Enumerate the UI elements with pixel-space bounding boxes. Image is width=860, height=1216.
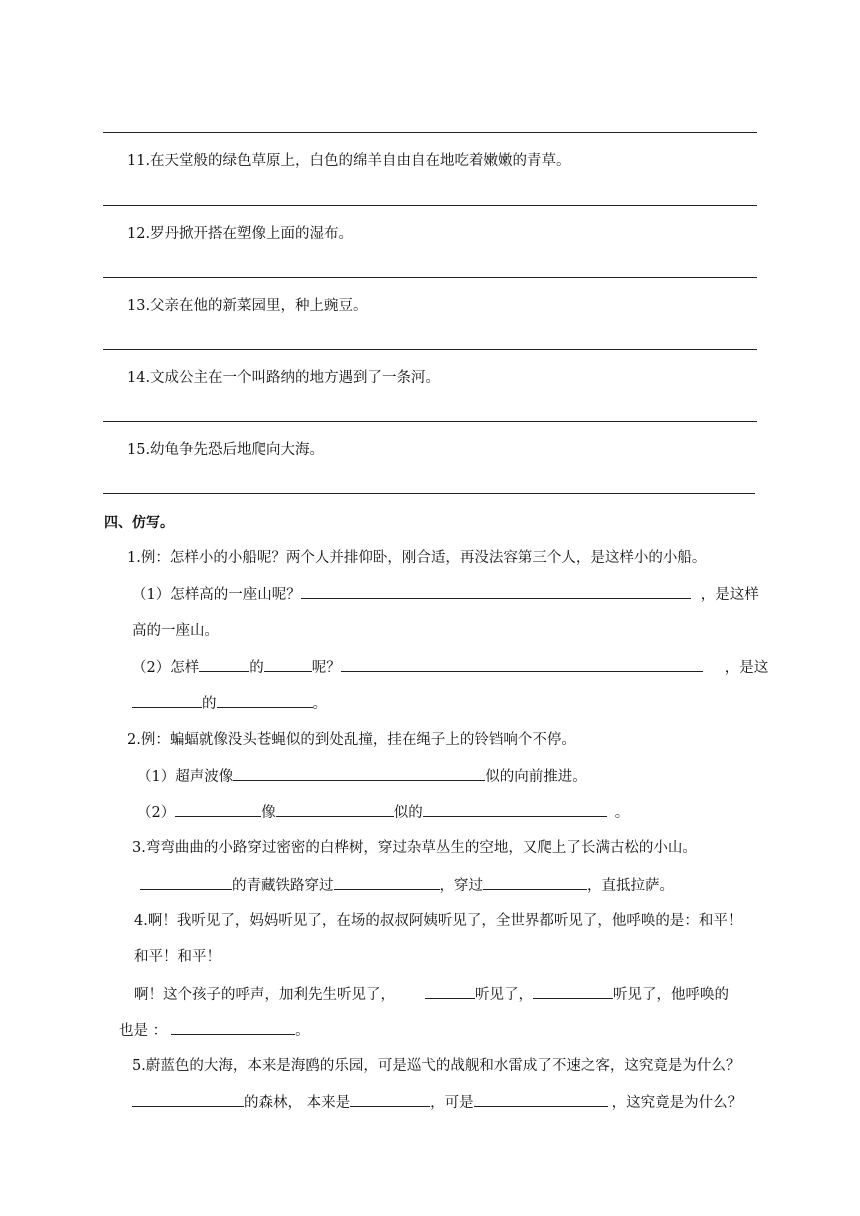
sentence-12: 12.罗丹掀开搭在塑像上面的湿布。 [127,226,354,242]
q2-example: 2.例：蝙蝠就像没头苍蝇似的到处乱撞，挂在绳子上的铃铛响个不停。 [127,732,576,748]
q4-example-line1: 4.啊！我听见了，妈妈听见了，在场的叔叔阿姨听见了，全世界都听见了，他呼唤的是：和平！ [134,913,743,929]
q1-p2-e: 的 [202,696,217,712]
fill-blank[interactable] [423,802,607,817]
fill-blank[interactable] [334,875,440,890]
answer-line [103,421,757,422]
q2-p1-a: （1）超声波像 [137,769,234,785]
sentence-11: 11.在天堂般的绿色草原上，白色的绵羊自由自在地吃着嫩嫩的青草。 [127,153,571,169]
q1-part2-cont [132,693,327,714]
q1-part1-start: （1）怎样高的一座山呢？ [132,587,301,603]
q1-part1-cont: 高的一座山。 [132,623,219,639]
q1-example: 1.例：怎样小的小船呢？两个人并排仰卧，刚合适，再没法容第三个人，是这样小的小船。 [127,550,707,566]
fill-blank[interactable] [199,657,249,672]
q1-part1-end: ，是这样 [700,587,759,603]
fill-blank[interactable] [276,802,394,817]
fill-blank[interactable] [483,875,587,890]
q3-part [140,875,674,896]
q4-p-b: 听见了， [475,987,533,1003]
fill-blank[interactable] [217,693,313,708]
q2-p2-b: 像 [261,805,276,821]
fill-blank[interactable] [301,584,691,599]
q1-p2-b: 的 [249,660,264,676]
sentence-15: 15.幼龟争先恐后地爬向大海。 [127,442,325,458]
q4-part-cont [119,1020,310,1041]
q4-p-d: 也是 ： [119,1023,168,1039]
q3-p-b: ，穿过 [439,878,483,894]
q2-p2-d: 。 [614,805,630,821]
q2-p2-c: 似的 [393,805,423,821]
fill-blank[interactable] [474,1092,608,1107]
fill-blank[interactable] [350,1092,430,1107]
q1-p2-d: ，是这 [724,660,769,676]
answer-line [103,349,757,350]
fill-blank[interactable] [341,657,703,672]
q1-part1 [132,584,759,605]
q4-example-line2: 和平！和平！ [134,949,221,965]
q2-part2 [137,802,629,823]
q4-p-c: 听见了，他呼唤的 [613,987,729,1003]
fill-blank[interactable] [171,1020,295,1035]
fill-blank[interactable] [132,693,202,708]
answer-line [103,205,757,206]
section-heading: 四、仿写。 [104,515,174,531]
answer-line [103,493,755,494]
q3-example: 3.弯弯曲曲的小路穿过密密的白桦树，穿过杂草丛生的空地，又爬上了长满古松的小山。 [132,840,697,856]
q4-part [134,984,729,1005]
q5-p-c: ，这究竟是为什么？ [611,1095,743,1111]
q4-p-e: 。 [295,1023,310,1039]
q1-part2 [132,657,768,678]
q3-p-c: ，直抵拉萨。 [587,878,674,894]
fill-blank[interactable] [425,984,475,999]
sentence-13: 13.父亲在他的新菜园里，种上豌豆。 [127,298,368,314]
q4-p-a: 啊！这个孩子的呼声，加利先生听见了， [134,987,395,1003]
answer-line [103,132,757,133]
fill-blank[interactable] [132,1092,244,1107]
q2-part1 [137,766,587,787]
fill-blank[interactable] [264,657,312,672]
q1-p2-a: （2）怎样 [132,660,200,676]
q5-part [132,1092,742,1113]
q1-p2-f: 。 [312,696,327,712]
fill-blank[interactable] [533,984,613,999]
q2-p2-a: （2） [137,805,176,821]
q5-p-a: 的森林， 本来是 [244,1095,351,1111]
sentence-14: 14.文成公主在一个叫路纳的地方遇到了一条河。 [127,370,441,386]
fill-blank[interactable] [233,766,485,781]
q5-example: 5.蔚蓝色的大海，本来是海鸥的乐园，可是巡弋的战舰和水雷成了不速之客，这究竟是为什么？ [132,1058,741,1074]
fill-blank[interactable] [140,875,232,890]
fill-blank[interactable] [175,802,261,817]
q2-p1-b: 似的向前推进。 [485,769,587,785]
q1-p2-c: 呢？ [311,660,341,676]
answer-line [103,277,757,278]
q5-p-b: ，可是 [430,1095,474,1111]
q3-p-a: 的青藏铁路穿过 [232,878,334,894]
